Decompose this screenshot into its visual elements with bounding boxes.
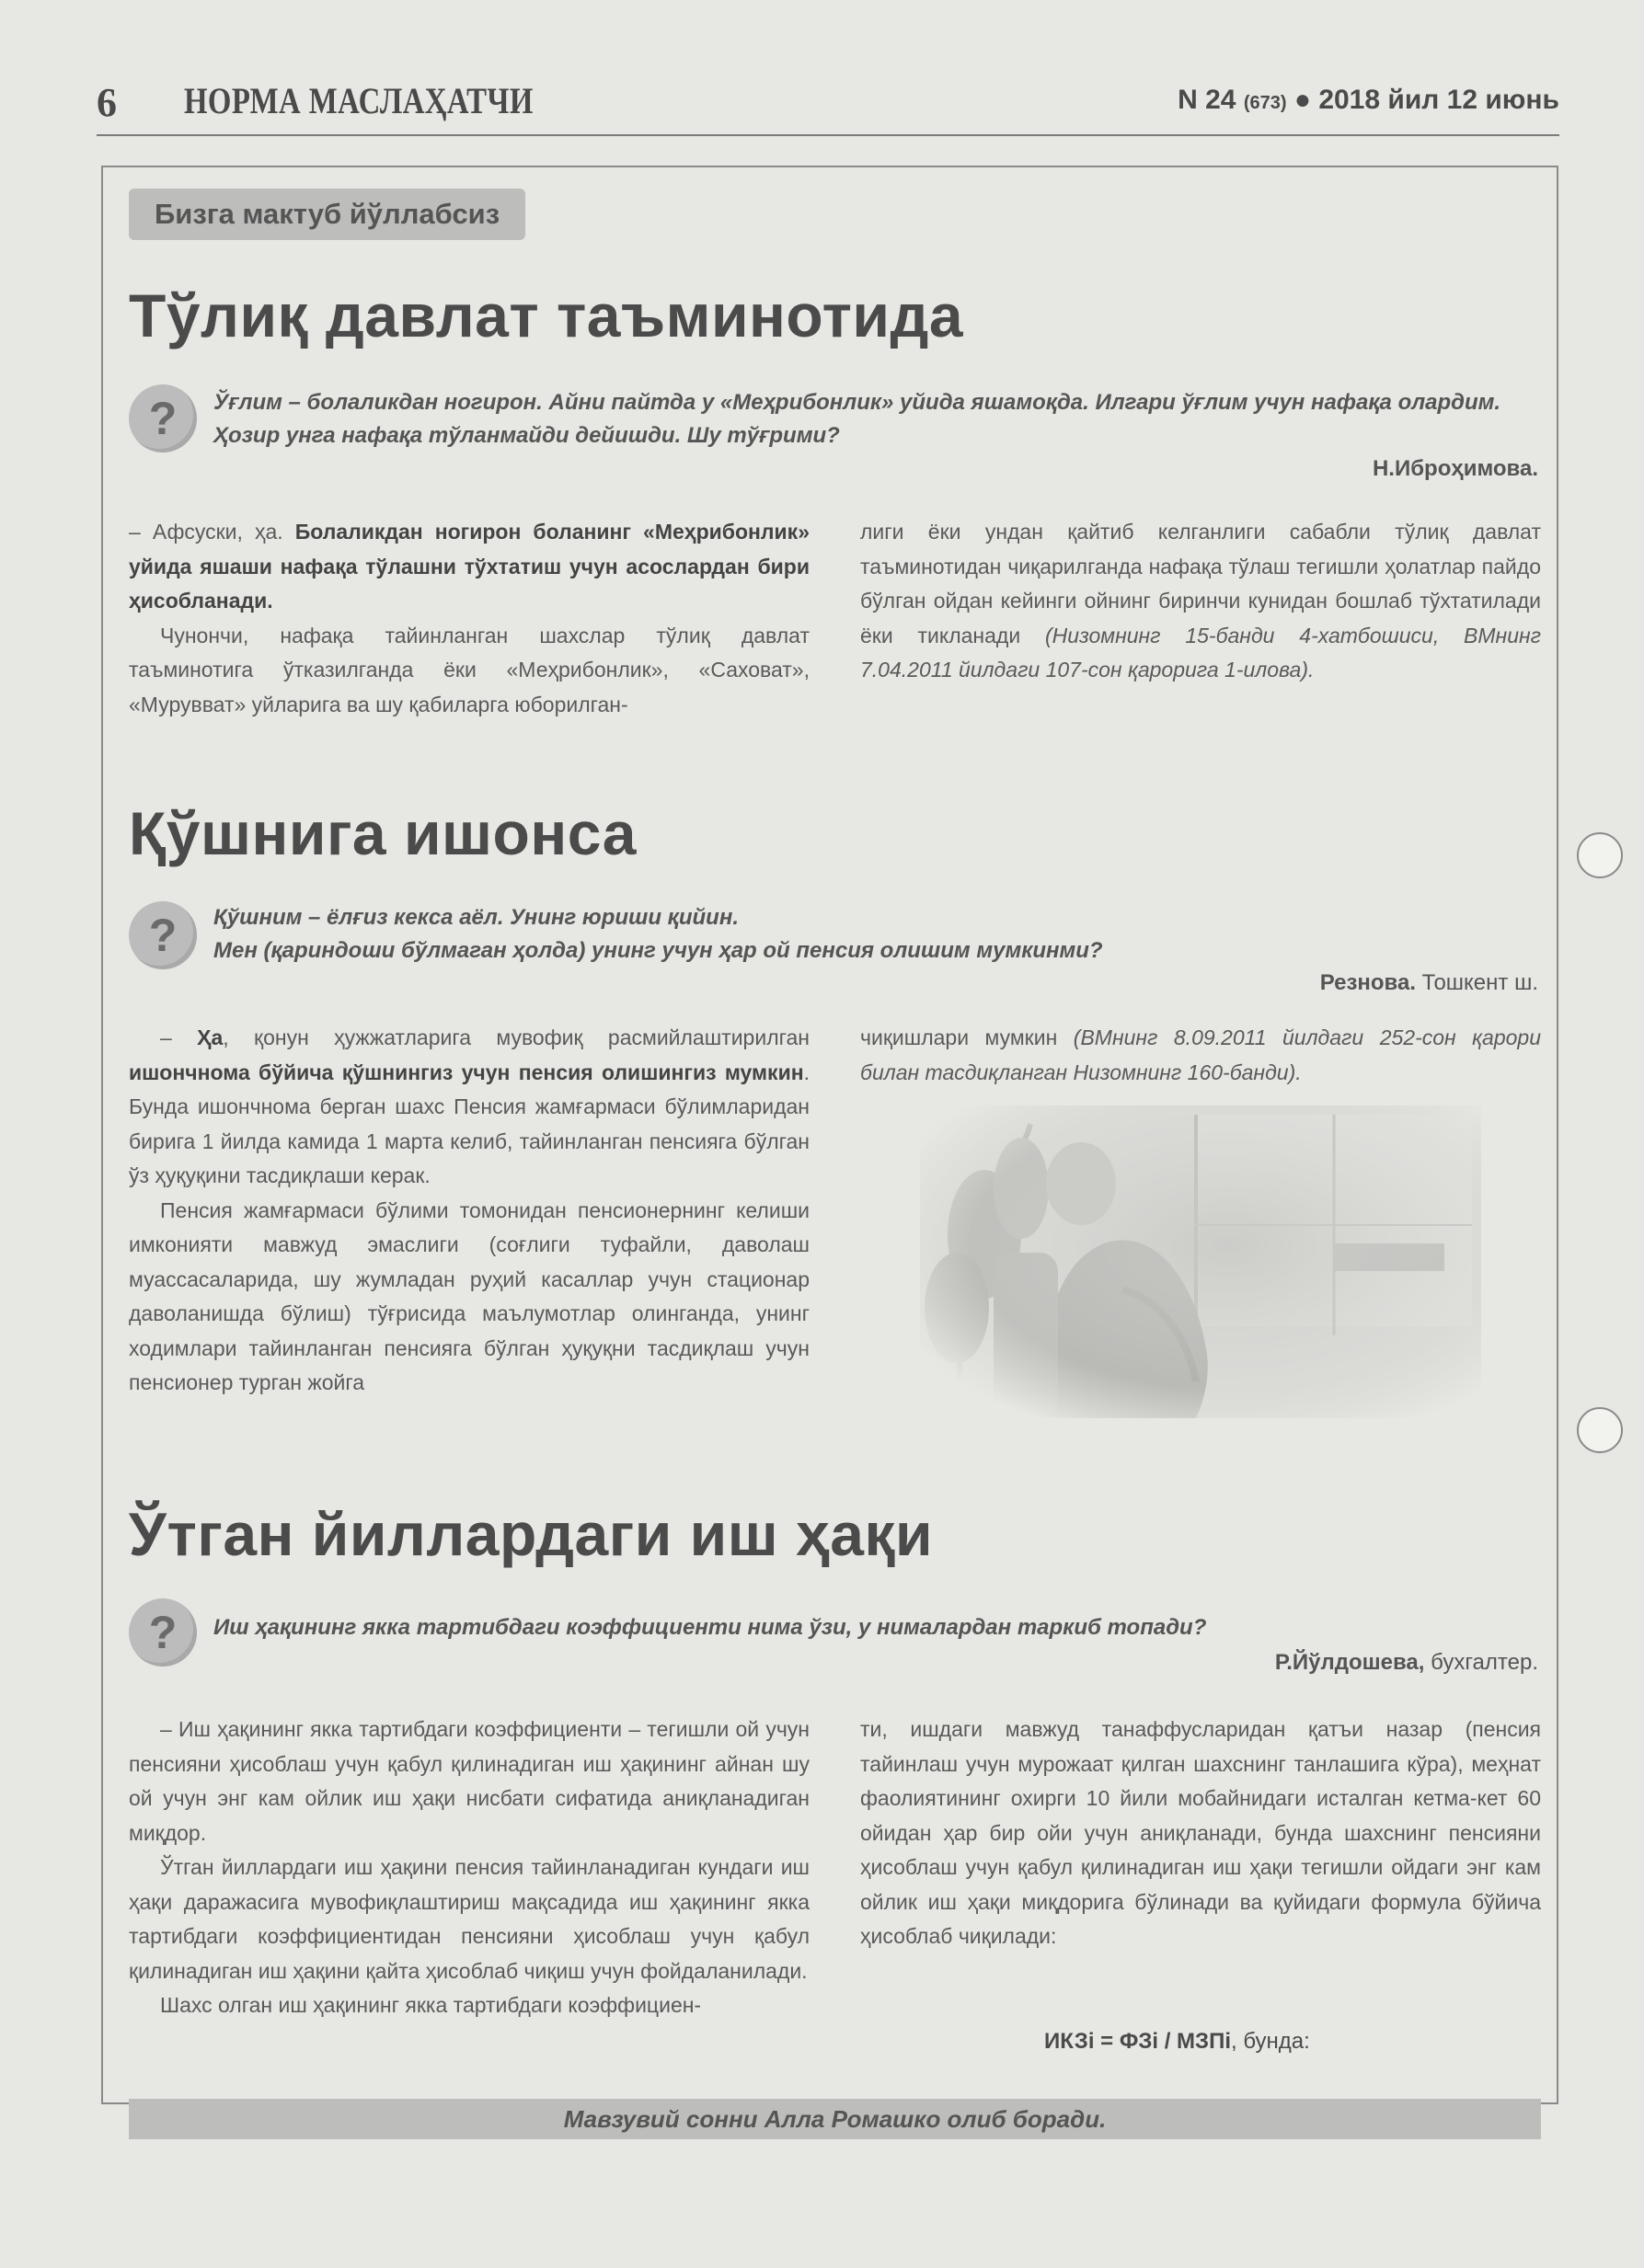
article1-left-p1-plain: – Афсуски, ҳа. [129,520,295,544]
article2-right-p1-citation: (ВМнинг 8.09.2011 йилдаги 252-сон қарори билан тасдиқланган Низомнинг 160-банди). [860,1025,1541,1084]
article1-title: Тўлиқ давлат таъминотида [129,281,964,349]
article2-question-line-2: Мен (қариндоши бўлмаган ҳолда) унинг учун ҳар ой пенсия олишим мумкинми? [213,938,1103,963]
article2-author-name: Резнова. [1319,970,1416,995]
article1-right-paragraph-1 [860,515,1541,688]
article2-right-p1-text: чиқишлари мумкин [860,1025,1074,1049]
rubric-label: Бизга мактуб йўллабсиз [129,189,525,240]
formula-expression: ИКЗі = ФЗі / МЗПі [1044,2029,1231,2054]
article3-left-paragraph-3: Шахс олган иш ҳақининг якка тартибдаги коэффициен- [160,1993,702,2017]
article1-right-column [860,515,1541,688]
article2-left-p1-bold1: Ҳа [197,1025,224,1049]
formula-suffix: , бунда: [1230,2029,1310,2054]
article2-author [1320,970,1538,996]
article1-question: Ўғлим – болаликдан ногирон. Айни пайтда у «Меҳрибонлик» уйида яшамоқда. Илгари ўғлим учун нафақа олардим. Ҳозир унга нафақа тўланмайди дейишди. Шу тўғрими? [213,390,1501,448]
article3-question: Иш ҳақининг якка тартибдаги коэффициенти нима ўзи, у нималардан таркиб топади? [213,1615,1207,1640]
article2-right-column [860,1021,1541,1090]
article1-author [1373,456,1538,482]
article2-right-paragraph-1 [860,1021,1541,1090]
article2-author-city: Тошкент ш. [1415,970,1538,995]
article2-left-p1-mid: , қонун ҳужжатларига мувофиқ расмийлаштирилган [223,1025,810,1049]
elderly-woman-photo [920,1105,1481,1418]
article3-right-paragraph-1: ти, ишдаги мавжуд танаффусларидан қатъи назар (пенсия тайинлаш учун мурожаат қилган шахснинг танлашига кўра), меҳнат фаолиятининг охирги 10 йили мобайнидаги исталган кетма-кет 60 ойидан ҳар бир ойи учун аниқланади, бунда шахснинг пенсияни ҳисоблаш учун қабул қилинадиган иш ҳақи тегишли ойдаги энг кам ойлик иш ҳақи миқдорига бўлинади ва қуйидаги формула бўйича ҳисоблаб чиқилади: [860,1717,1541,1948]
article3-title: Ўтган йиллардаги иш ҳақи [129,1500,934,1568]
article2-left-column [129,1021,810,1401]
article1-author-name: Н.Иброҳимова. [1372,456,1538,481]
article1-right-p1-citation: (Низомнинг 15-банди 4-хатбошиси, ВМнинг 7.04.2011 йилдаги 107-сон қарорига 1-илова). [860,623,1541,682]
issue-number: (673) [1243,93,1287,113]
article1-left-paragraph-1 [129,515,810,619]
article2-question-line-1: Қўшним – ёлғиз кекса аёл. Унинг юриши қийин. [213,905,739,930]
issue-prefix: N 24 [1178,85,1236,115]
article3-left-column [129,1712,810,2023]
article1-left-p1-bold: Болаликдан ногирон боланинг «Меҳрибонлик» уйида яшаши нафақа тўлашни тўхтатиш учун асослардан бири ҳисобланади. [129,520,810,613]
article2-question [213,901,1538,968]
punch-hole [1577,832,1623,878]
header-rule [97,134,1559,136]
article3-author-name: Р.Йўлдошева, [1274,1650,1425,1675]
punch-hole [1577,1407,1623,1453]
article2-left-paragraph-1 [129,1021,810,1194]
photo-illustration [920,1105,1481,1418]
article2-left-paragraph-2: Пенсия жамғармаси бўлими томонидан пенсионернинг келиши имконияти мавжуд эмаслиги (соғлиги туфайли, даволаш муассасаларида, шу жумладан руҳий касаллар учун стационар даволанишда бўлиш) тўғрисида маълумотлар олинганда, унинг ходимлари тайинланган пенсияга бўлган ҳуқуқни тасдиқлаш учун пенсионер турган жойга [129,1197,810,1394]
page-header [97,75,1559,132]
question-mark-icon: ? [129,384,197,452]
article2-left-p1-rest: . Бунда ишончнома берган шахс Пенсия жамғармаси бўлимларидан бирига 1 йилда камида 1 марта келиб, тайинланган пенсияга бўлган ўз ҳуқуқини тасдиқлаши керак. [129,1060,810,1187]
article2-left-p1-lead: – [160,1025,198,1049]
issue-info [1178,85,1559,116]
footer-editor-note: Мавзувий сонни Алла Ромашко олиб боради. [129,2099,1541,2139]
article3-author [1275,1650,1538,1676]
article1-left-column [129,515,810,722]
article2-left-p1-bold2: ишончнома бўйича қўшнингиз учун пенсия олишингиз мумкин [129,1060,804,1084]
article3-right-column [860,1712,1541,1954]
page-number: 6 [97,80,117,125]
article1-right-p1-text: лиги ёки ундан қайтиб келганлиги сабабли тўлиқ давлат таъминотидан чиқарилганда нафақа тўлаш тегишли ҳолатлар пайдо бўлган ойдан кейинги ойнинг биринчи кунидан бошлаб тўхтатилади ёки тикланади [860,520,1541,647]
coefficient-formula [1044,2029,1310,2055]
article3-left-paragraph-2: Ўтган йиллардаги иш ҳақини пенсия тайинланадиган кундаги иш ҳақи даражасига мувофиқлаштириш мақсадида иш ҳақининг якка тартибдаги коэффициентидан пенсияни ҳисоблаш учун қабул қилинадиган иш ҳақини қайта ҳисоблаб чиқиш учун фойдаланилади. [129,1855,810,1983]
newspaper-title: НОРМА МАСЛАҲАТЧИ [184,80,534,121]
article3-author-role: бухгалтер. [1424,1650,1538,1675]
issue-date: ● 2018 йил 12 июнь [1293,85,1559,115]
article1-left-paragraph-2: Чунончи, нафақа тайинланган шахслар тўлиқ давлат таъминотига ўтказилганда ёки «Меҳрибонлик», «Саховат», «Мурувват» уйларига ва шу қабиларга юборилган- [129,623,810,716]
article2-title: Қўшнига ишонса [129,799,637,867]
question-mark-icon: ? [129,1598,197,1667]
article3-left-paragraph-1: – Иш ҳақининг якка тартибдаги коэффициенти – тегишли ой учун пенсияни ҳисоблаш учун қабул қилинадиган иш ҳақининг айнан шу ой учун энг кам ойлик иш ҳақи нисбати сифатида аниқланадиган миқдор. [129,1717,810,1845]
question-mark-icon: ? [129,901,197,969]
